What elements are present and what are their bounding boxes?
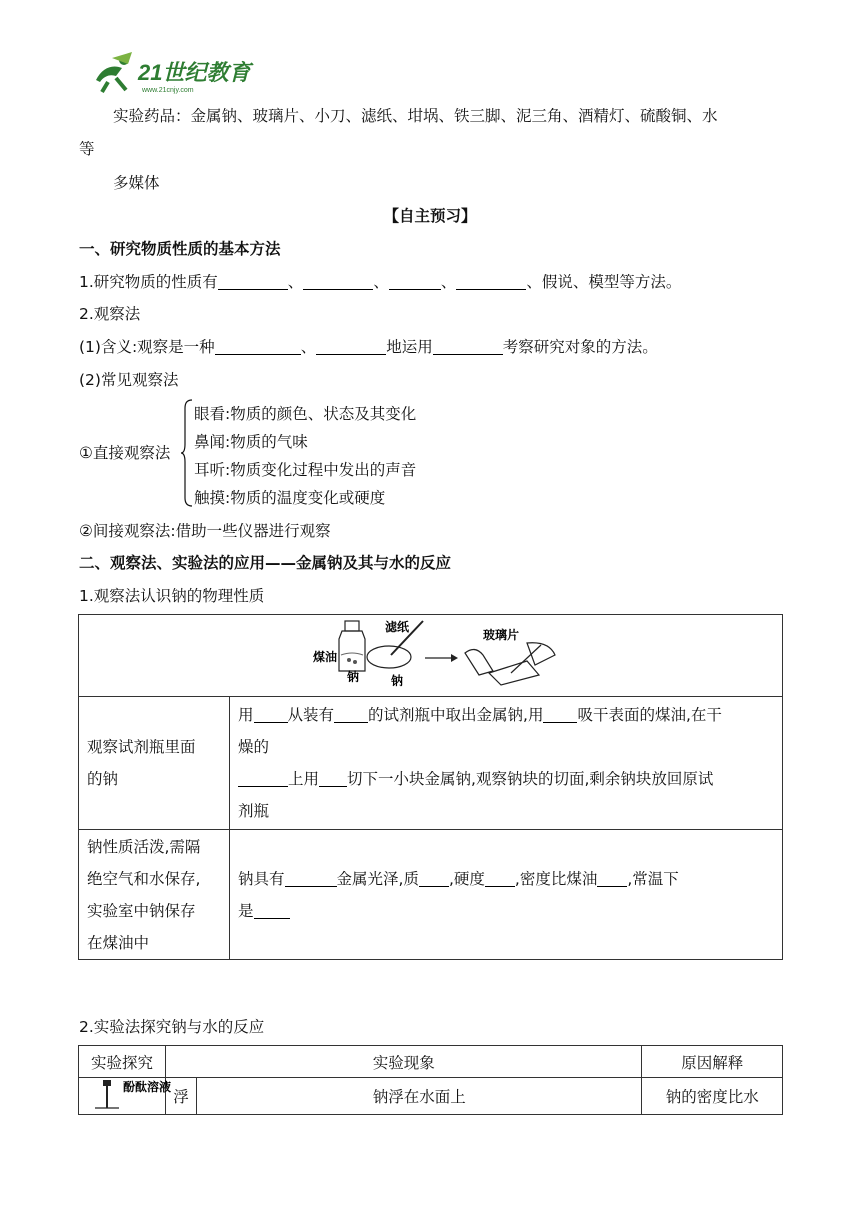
label-filter-paper: 滤纸 (385, 620, 410, 634)
reason-cell: 钠的密度比水 (642, 1078, 783, 1115)
blank (597, 870, 627, 887)
list-item: 触摸:物质的温度变化或硬度 (194, 489, 386, 507)
header-cell: 实验探究 (79, 1046, 166, 1078)
row2-left-cell: 钠性质活泼,需隔 绝空气和水保存, 实验室中钠保存 在煤油中 (79, 830, 230, 960)
label-phenolphthalein: 酚酞溶液 (123, 1080, 172, 1094)
direct-observation-label: ①直接观察法 (79, 444, 171, 462)
blank (218, 274, 288, 291)
row1-right-cell: 用 从装有 的试剂瓶中取出金属钠,用 吸干表面的煤油,在干 燥的 上用 切下一小块金属钠,观察钠块的切面,剩余钠块放回原试 剂瓶 (230, 697, 783, 830)
phenolphthalein-figure (79, 1078, 172, 1110)
label-sodium-2: 钠 (391, 674, 404, 688)
blank (543, 707, 577, 724)
header-cell: 原因解释 (642, 1046, 783, 1078)
brace-icon (180, 398, 194, 508)
list-item: 眼看:物质的颜色、状态及其变化 (194, 405, 417, 423)
materials-line3: 多媒体 (113, 174, 160, 192)
indirect-observation: ②间接观察法:借助一些仪器进行观察 (79, 522, 331, 540)
blank (419, 870, 449, 887)
blank (319, 771, 347, 788)
blank (485, 870, 515, 887)
properties-table (78, 614, 783, 960)
blank (238, 771, 288, 788)
materials-line2: 等 (79, 140, 95, 158)
q2-1-line: (1)含义:观察是一种 、 地运用 考察研究对象的方法。 (79, 338, 658, 356)
direct-observation-list (194, 402, 494, 512)
blank (254, 902, 290, 919)
q1-line: 1.研究物质的性质有 、 、 、 、假说、模型等方法。 (79, 273, 682, 291)
q2-2-heading: (2)常见观察法 (79, 371, 179, 389)
q2-heading: 2.观察法 (79, 305, 141, 323)
list-item: 鼻闻:物质的气味 (194, 433, 308, 451)
list-item: 耳听:物质变化过程中发出的声音 (194, 461, 417, 479)
experiment-figure (79, 615, 782, 692)
part2-heading: 二、观察法、实验法的应用——金属钠及其与水的反应 (79, 554, 452, 572)
blank (456, 274, 526, 291)
logo-text: 21世纪教育 (138, 60, 251, 85)
blank (433, 339, 503, 356)
sub1-heading: 1.观察法认识钠的物理性质 (79, 587, 265, 605)
blank (285, 870, 337, 887)
blank (334, 707, 368, 724)
blank (254, 707, 288, 724)
blank (303, 274, 373, 291)
header-cell: 实验现象 (166, 1046, 642, 1078)
row2-right-cell: 钠具有 金属光泽,质 ,硬度 ,密度比煤油 ,常温下 是 (230, 830, 783, 960)
phenomenon-cell: 钠浮在水面上 (197, 1078, 642, 1115)
blank (389, 274, 441, 291)
label-glass: 玻璃片 (483, 628, 520, 642)
sub2-heading: 2.实验法探究钠与水的反应 (79, 1018, 265, 1036)
figure-cell-2 (79, 1078, 172, 1115)
blank (316, 339, 386, 356)
blank (215, 339, 301, 356)
logo-runner-icon (82, 50, 262, 94)
reaction-table (78, 1045, 783, 1115)
label-sodium: 钠 (347, 670, 360, 684)
row1-left-cell: 观察试剂瓶里面 的钠 (79, 697, 230, 830)
logo (82, 50, 262, 94)
label-kerosene: 煤油 (313, 650, 338, 664)
materials-line1: 实验药品：金属钠、玻璃片、小刀、滤纸、坩埚、铁三脚、泥三角、酒精灯、硫酸铜、水 (113, 107, 718, 125)
part1-heading: 一、研究物质性质的基本方法 (79, 240, 281, 258)
figure-cell (79, 615, 783, 697)
tag-cell: 浮 (166, 1078, 197, 1115)
section-title: 【自主预习】 (383, 207, 477, 225)
logo-url: www.21cnjy.com (142, 87, 194, 94)
